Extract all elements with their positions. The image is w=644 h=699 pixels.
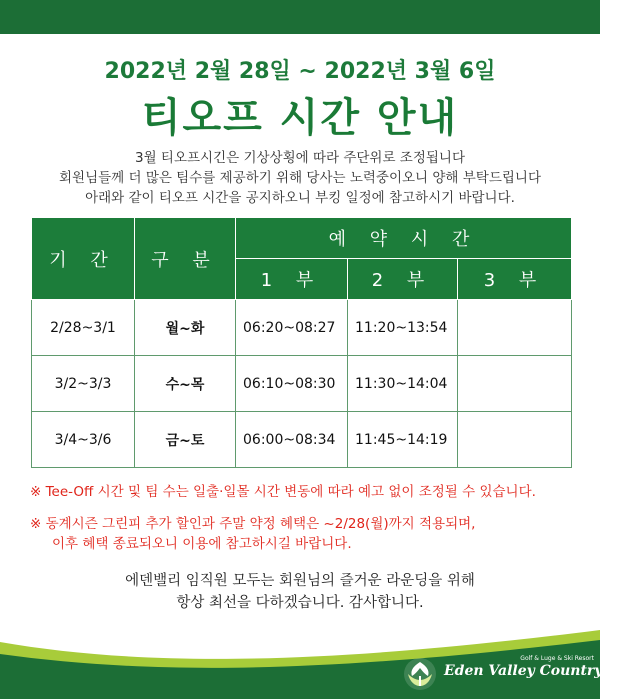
cell-part-1: 06:10~08:30 xyxy=(236,356,348,412)
intro-text xyxy=(0,148,600,208)
table-row xyxy=(32,412,572,468)
cell-days: 수~목 xyxy=(135,356,236,412)
intro-line: 회원님들께 더 많은 팀수를 제공하기 위해 당사는 노력중이오니 양해 부탁드립니다 xyxy=(58,170,541,186)
note-winter-season xyxy=(30,514,590,554)
closing-line: 항상 최선을 다하겠습니다. 감사합니다. xyxy=(176,595,424,611)
header-division: 구 분 xyxy=(135,218,236,300)
eden-valley-logo xyxy=(402,652,644,692)
top-bar xyxy=(0,0,600,34)
table-row xyxy=(32,356,572,412)
note-line: 이후 혜택 종료되오니 이용에 참고하시길 바랍니다. xyxy=(52,536,352,552)
cell-period: 3/4~3/6 xyxy=(32,412,135,468)
header-reservation-time: 예 약 시 간 xyxy=(236,218,572,259)
intro-line: 3월 티오프시긴은 기상상횡에 따라 주단위로 조정됩니다 xyxy=(135,150,465,166)
intro-line: 아래와 같이 티오프 시간을 공지하오니 부킹 일정에 참고하시기 바랍니다. xyxy=(85,190,515,206)
note-line: ※ 동계시즌 그린피 추가 할인과 주말 약정 혜택은 ~2/28(월)까지 적용되며, xyxy=(30,516,476,532)
note-tee-off-adjustment: ※ Tee-Off 시간 및 팀 수는 일출·일몰 시간 변동에 따라 예고 없이 조정될 수 있습니다. xyxy=(30,484,536,500)
cell-part-2: 11:30~14:04 xyxy=(348,356,458,412)
cell-part-2: 11:45~14:19 xyxy=(348,412,458,468)
closing-line: 에덴밸리 임직원 모두는 회원님의 즐거운 라운딩을 위해 xyxy=(125,573,475,589)
cell-days: 금~토 xyxy=(135,412,236,468)
cell-period: 3/2~3/3 xyxy=(32,356,135,412)
cell-part-2: 11:20~13:54 xyxy=(348,300,458,356)
logo-subtitle: Golf & Luge & Ski Resort xyxy=(520,655,594,662)
date-range: 2022년 2월 28일 ~ 2022년 3월 6일 xyxy=(104,59,496,84)
header-part-1: 1 부 xyxy=(236,259,348,300)
tee-off-schedule-table xyxy=(31,217,572,468)
page-title: 티오프 시간 안내 xyxy=(141,95,459,141)
cell-part-1: 06:00~08:34 xyxy=(236,412,348,468)
closing-message xyxy=(0,570,600,614)
cell-period: 2/28~3/1 xyxy=(32,300,135,356)
header-period: 기 간 xyxy=(32,218,135,300)
header-part-2: 2 부 xyxy=(348,259,458,300)
header-part-3: 3 부 xyxy=(458,259,572,300)
cell-part-1: 06:20~08:27 xyxy=(236,300,348,356)
cell-days: 월~화 xyxy=(135,300,236,356)
cell-part-3 xyxy=(458,300,572,356)
logo-name: Eden Valley Country Club xyxy=(444,663,644,679)
cell-part-3 xyxy=(458,356,572,412)
table-row xyxy=(32,300,572,356)
cell-part-3 xyxy=(458,412,572,468)
tree-emblem-icon xyxy=(402,656,438,692)
